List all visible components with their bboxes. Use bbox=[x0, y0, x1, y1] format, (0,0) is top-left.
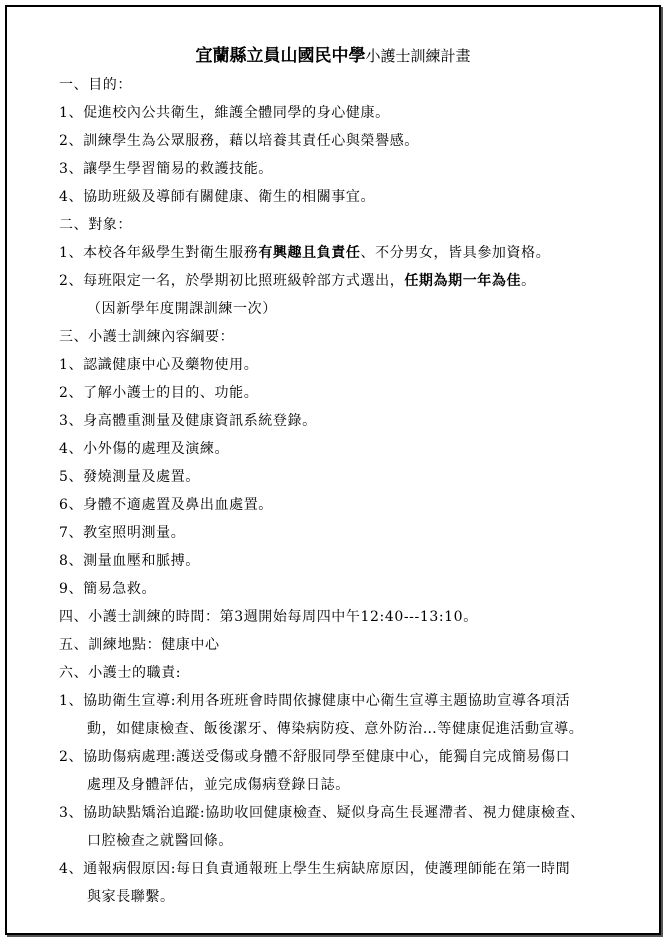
list-item: 7、教室照明測量。 bbox=[59, 525, 186, 541]
list-item: 8、測量血壓和脈搏。 bbox=[59, 553, 200, 569]
list-item-continuation: 動，如健康檢查、飯後潔牙、傳染病防疫、意外防治…等健康促進活動宣導。 bbox=[87, 721, 584, 737]
document-page bbox=[5, 5, 661, 935]
target-item2-post: 。 bbox=[521, 273, 536, 289]
target-item2-bold: 任期為期一年為佳 bbox=[404, 273, 522, 289]
target-item2-pre: 2、每班限定一名，於學期初比照班級幹部方式選出， bbox=[59, 273, 405, 289]
section-time: 四、小護士訓練的時間：第3週開始每周四中午12:40---13:10。 bbox=[59, 609, 478, 625]
list-item: 1、促進校內公共衛生，維護全體同學的身心健康。 bbox=[59, 105, 390, 121]
list-item-continuation: 與家長聯繫。 bbox=[87, 889, 175, 905]
list-item: 2、了解小護士的目的、功能。 bbox=[59, 385, 259, 401]
target-item1-pre: 1、本校各年級學生對衛生服務 bbox=[59, 245, 259, 261]
list-item: 1、認識健康中心及藥物使用。 bbox=[59, 357, 259, 373]
list-item: 5、發燒測量及處置。 bbox=[59, 469, 200, 485]
list-item: 2、協助傷病處理:護送受傷或身體不舒服同學至健康中心，能獨自完成簡易傷口 bbox=[59, 749, 571, 765]
target-note: （因新學年度開課訓練一次） bbox=[87, 301, 277, 317]
list-item: 6、身體不適處置及鼻出血處置。 bbox=[59, 497, 273, 513]
target-item1-bold: 有興趣且負責任 bbox=[258, 245, 361, 261]
section-heading-target: 二、對象： bbox=[59, 217, 132, 233]
list-item: 2、訓練學生為公眾服務，藉以培養其責任心與榮譽感。 bbox=[59, 133, 419, 149]
list-item: 3、身高體重測量及健康資訊系統登錄。 bbox=[59, 413, 317, 429]
list-item: 9、簡易急救。 bbox=[59, 581, 157, 597]
section-heading-purpose: 一、目的： bbox=[59, 77, 132, 93]
list-item-continuation: 口腔檢查之就醫回條。 bbox=[87, 833, 233, 849]
list-item bbox=[59, 271, 639, 291]
list-item: 4、協助班級及導師有關健康、衛生的相關事宜。 bbox=[59, 189, 376, 205]
list-item bbox=[59, 243, 639, 263]
target-item1-post: 、不分男女，皆具參加資格。 bbox=[360, 245, 551, 261]
list-item: 3、協助缺點矯治追蹤:協助收回健康檢查、疑似身高生長遲滯者、視力健康檢查、 bbox=[59, 805, 585, 821]
page-title bbox=[7, 45, 659, 67]
list-item: 1、協助衛生宣導:利用各班班會時間依據健康中心衛生宣導主題協助宣導各項活 bbox=[59, 693, 571, 709]
section-place: 五、訓練地點：健康中心 bbox=[59, 637, 220, 653]
section-heading-content: 三、小護士訓練內容綱要： bbox=[59, 329, 235, 345]
list-item: 3、讓學生學習簡易的救護技能。 bbox=[59, 161, 273, 177]
list-item: 4、小外傷的處理及演練。 bbox=[59, 441, 230, 457]
list-item-continuation: 處理及身體評估，並完成傷病登錄日誌。 bbox=[87, 777, 350, 793]
title-sub: 小護士訓練計畫 bbox=[365, 47, 471, 65]
section-heading-duties: 六、小護士的職責: bbox=[59, 665, 182, 681]
list-item: 4、通報病假原因:每日負責通報班上學生生病缺席原因，使護理師能在第一時間 bbox=[59, 861, 571, 877]
title-main: 宜蘭縣立員山國民中學 bbox=[195, 46, 366, 66]
